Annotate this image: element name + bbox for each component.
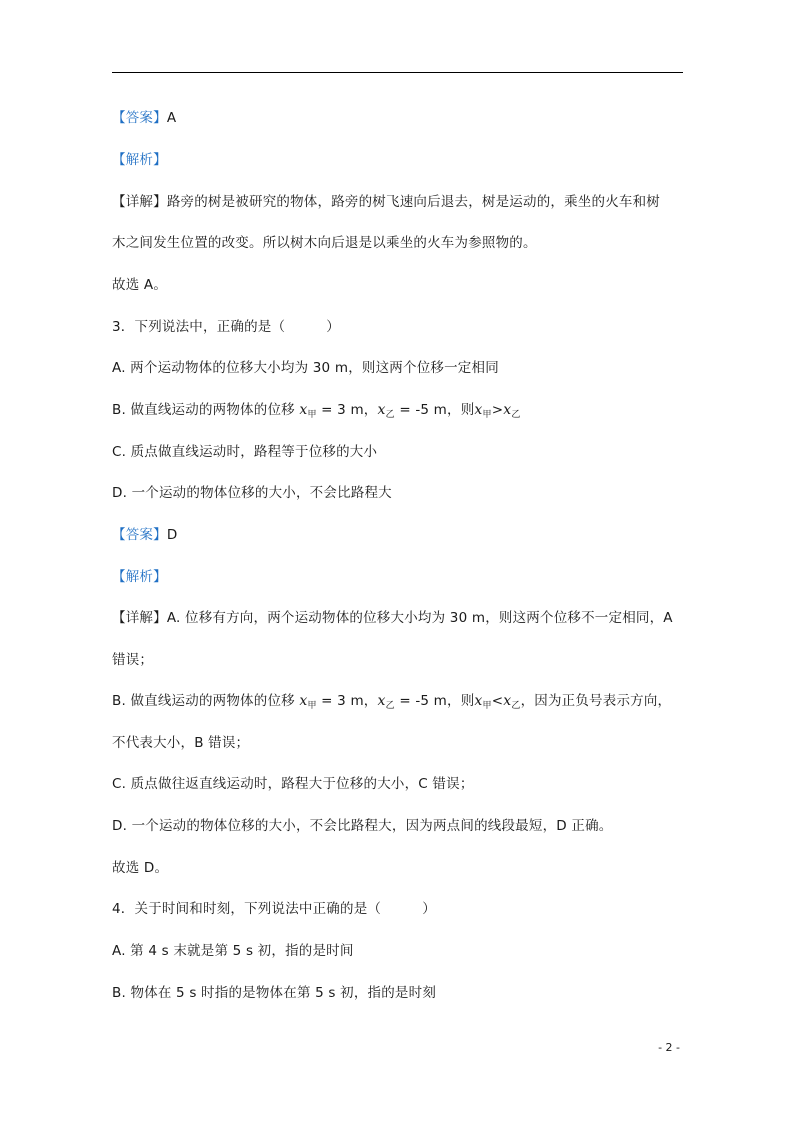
q3-detail-d: D. 一个运动的物体位移的大小，不会比路程大，因为两点间的线段最短，D 正确。: [112, 818, 613, 834]
q3-option-c: C. 质点做直线运动时，路程等于位移的大小: [112, 444, 378, 460]
detail-tag: 【详解】: [112, 610, 167, 626]
var-x: x: [503, 402, 512, 418]
q3-option-b: [112, 400, 521, 425]
b-val1: = 3 m，: [321, 693, 378, 709]
q2-detail-line2: 木之间发生位置的改变。所以树木向后退是以乘坐的火车为参照物的。: [112, 235, 537, 251]
detail-text: A. 位移有方向，两个运动物体的位移大小均为 30 m，则这两个位移不一定相同，A: [166, 610, 673, 626]
q2-answer: [112, 108, 176, 128]
analysis-tag: 【解析】: [112, 152, 167, 168]
var-x: x: [299, 402, 308, 418]
analysis-tag: 【解析】: [112, 569, 167, 585]
answer-value: A: [166, 110, 177, 126]
detail-tag: 【详解】: [112, 194, 167, 210]
header-rule: [112, 72, 683, 73]
q3-detail-c: C. 质点做往返直线运动时，路程大于位移的大小，C 错误；: [112, 776, 474, 792]
q4-option-a: A. 第 4 s 末就是第 5 s 初，指的是时间: [112, 943, 354, 959]
sub-jia: 甲: [307, 410, 317, 420]
q4-option-b: B. 物体在 5 s 时指的是物体在第 5 s 初，指的是时刻: [112, 985, 437, 1001]
b-val2: = -5 m，则: [399, 693, 475, 709]
sub-jia: 甲: [482, 410, 492, 420]
q3-stem: 3．下列说法中，正确的是（ ）: [112, 319, 340, 335]
var-x: x: [474, 402, 483, 418]
q3-option-d: D. 一个运动的物体位移的大小，不会比路程大: [112, 485, 392, 501]
sub-yi: 乙: [511, 701, 521, 711]
q3-option-a: A. 两个运动物体的位移大小均为 30 m，则这两个位移一定相同: [112, 360, 499, 376]
var-x: x: [377, 402, 386, 418]
q3-detail-a-line1: [112, 608, 673, 628]
answer-value: D: [166, 527, 178, 543]
sub-jia: 甲: [482, 701, 492, 711]
sub-jia: 甲: [307, 701, 317, 711]
compare-gt: >: [491, 402, 504, 418]
var-x: x: [474, 693, 483, 709]
var-x: x: [503, 693, 512, 709]
page-number: - 2 -: [658, 1041, 680, 1054]
q3-detail-a-line2: 错误；: [112, 652, 154, 668]
answer-tag: 【答案】: [112, 110, 167, 126]
answer-tag: 【答案】: [112, 527, 167, 543]
q3-detail-b-line2: 不代表大小，B 错误；: [112, 735, 250, 751]
detail-b-suffix: ，因为正负号表示方向，: [520, 693, 672, 709]
q3-analysis-tag: [112, 567, 167, 587]
detail-text: 路旁的树是被研究的物体，路旁的树飞速向后退去，树是运动的，乘坐的火车和树: [166, 194, 661, 210]
b-val1: = 3 m，: [321, 402, 378, 418]
sub-yi: 乙: [385, 410, 395, 420]
q3-detail-b-line1: [112, 691, 671, 716]
var-x: x: [377, 693, 386, 709]
sub-yi: 乙: [511, 410, 521, 420]
q3-answer: [112, 525, 177, 545]
sub-yi: 乙: [385, 701, 395, 711]
q2-detail-line1: [112, 192, 660, 212]
var-x: x: [299, 693, 308, 709]
compare-lt: <: [491, 693, 504, 709]
q3-conclusion: 故选 D。: [112, 860, 169, 876]
detail-b-prefix: B. 做直线运动的两物体的位移: [112, 693, 295, 709]
q2-analysis-tag: [112, 150, 167, 170]
q4-stem: 4．关于时间和时刻，下列说法中正确的是（ ）: [112, 901, 436, 917]
b-val2: = -5 m，则: [399, 402, 475, 418]
option-b-prefix: B. 做直线运动的两物体的位移: [112, 402, 295, 418]
q2-conclusion: 故选 A。: [112, 277, 168, 293]
